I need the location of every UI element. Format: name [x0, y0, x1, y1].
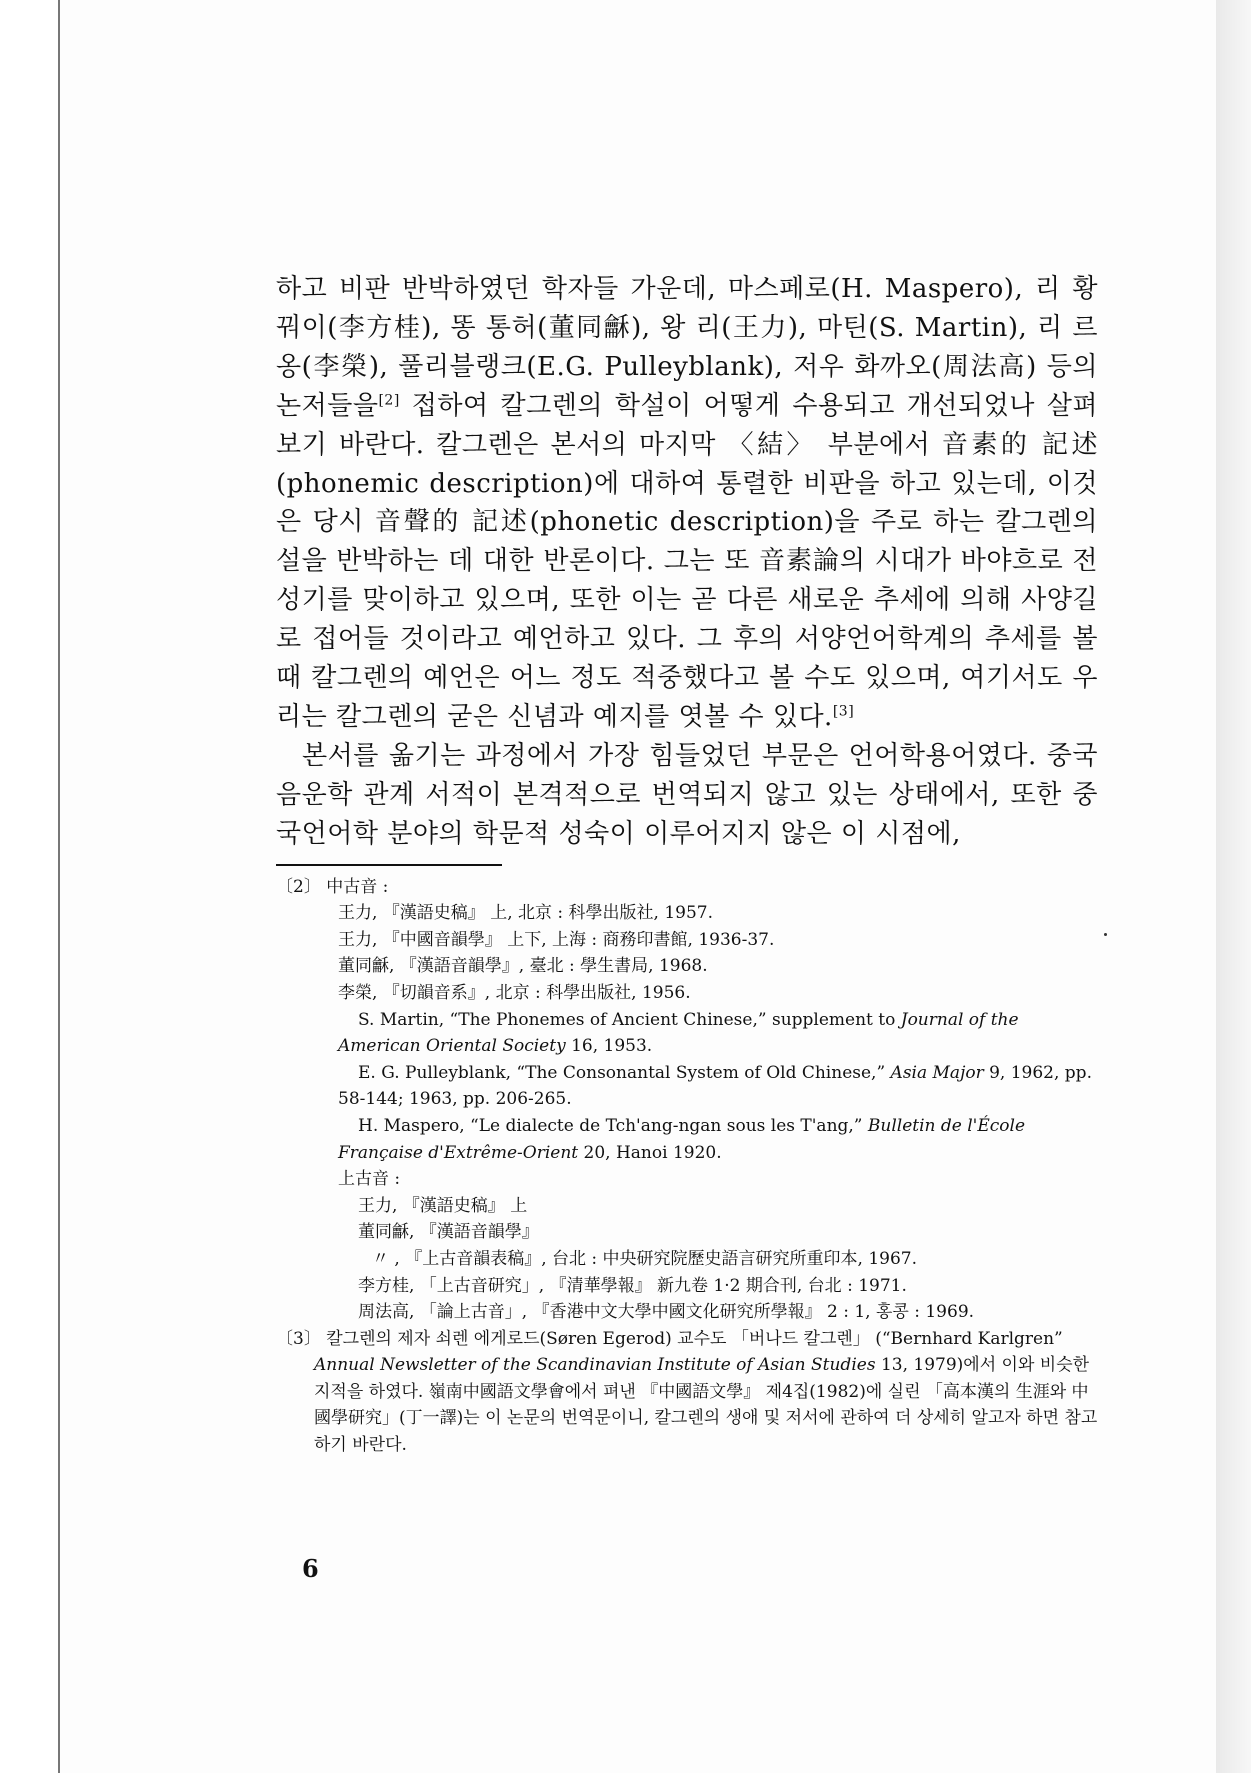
- footnote-ref-line: 董同龢, 『漢語音韻學』: [358, 1222, 539, 1243]
- citation-text: H. Maspero, “Le dialecte de Tch'ang-ngan sous les T'ang,”: [358, 1115, 868, 1136]
- citation-text: S. Martin, “The Phonemes of Ancient Chinese,” supplement to: [358, 1009, 901, 1030]
- body-paragraph-2: 본서를 옮기는 과정에서 가장 힘들었던 부문은 언어학용어였다. 중국음운학 관계 서적이 본격적으로 번역되지 않고 있는 상태에서, 또한 중국언어학 분야의 학문적 성숙이 이루어지지 않은 이 시점에,: [276, 740, 1098, 849]
- footnote-maspero: [338, 1113, 1098, 1166]
- citation-end: 16, 1953.: [565, 1036, 653, 1057]
- paragraph-text-cont: 접하여 칼그렌의 학설이 어떻게 수용되고 개선되었나 살펴보기 바란다. 칼그렌은 본서의 마지막 〈結〉 부분에서 音素的 記述(phonemic description)에 대하여 통렬한 비판을 하고 있는데, 이것은 당시 音聲的 記述(phonetic description)을 주로 하는 칼그렌의 설을 반박하는 데 대한 반론이다. 그는 또 音素論의 시대가 바야흐로 전성기를 맞이하고 있으며, 또한 이는 곧 다른 새로운 추세에 의해 사양길로 접어들 것이라고 예언하고 있다. 그 후의 서양언어학계의 추세를 볼 때 칼그렌의 예언은 어느 정도 적중했다고 볼 수도 있으며, 여기서도 우리는 칼그렌의 굳은 신념과 예지를 엿볼 수 있다.: [276, 390, 1098, 732]
- body-text: [276, 270, 1098, 854]
- page-content: [276, 270, 1098, 1459]
- citation-end: 9, 1962, pp. 58-144; 1963, pp. 206-265.: [338, 1062, 1092, 1110]
- footnote-ref-line: 周法高, 「論上古音」, 『香港中文大學中國文化研究所學報』 2 : 1, 홍콩 : 1969.: [358, 1302, 975, 1323]
- page-edge: [1216, 0, 1251, 1773]
- footnote-ref-line: 李方桂, 「上古音研究」, 『清華學報』 新九卷 1·2 期合刊, 台北 : 1971.: [358, 1275, 907, 1296]
- footnote-ref-line: 董同龢, 『漢語音韻學』, 臺北 : 學生書局, 1968.: [338, 956, 708, 977]
- footnote-ref-line: 王力, 『漢語史稿』 上, 北京 : 科學出版社, 1957.: [338, 903, 714, 924]
- footnote-ref-3: [3]: [832, 703, 855, 720]
- speck: [1104, 933, 1107, 936]
- footnote-ref-line: 王力, 『漢語史稿』 上: [358, 1195, 528, 1216]
- footnote-2-label: 〔2〕 中古音 :: [276, 876, 389, 897]
- footnote-ref-line: 李榮, 『切韻音系』, 北京 : 科學出版社, 1956.: [338, 982, 691, 1003]
- footnote-ref-2: [2]: [378, 392, 400, 409]
- citation-text: E. G. Pulleyblank, “The Consonantal System of Old Chinese,”: [358, 1062, 891, 1083]
- footnote-archaic-label: 上古音 :: [338, 1169, 401, 1190]
- footnote-martin: [338, 1007, 1098, 1060]
- footnote-pulleyblank: [338, 1060, 1098, 1113]
- citation-end: 20, Hanoi 1920.: [578, 1142, 722, 1163]
- footnote-ref-line: 〃 , 『上古音韻表稿』, 台北 : 中央研究院歷史語言研究所重印本, 1967.: [372, 1248, 918, 1269]
- footnote-3-text: 〔3〕 칼그렌의 제자 쇠렌 에게로드(Søren Egerod) 교수도 「버나드 칼그렌」 (“Bernhard Karlgren”: [276, 1328, 1063, 1349]
- journal-title: Journal of the American Oriental Society: [338, 1009, 1019, 1057]
- body-paragraph-1: [276, 270, 1098, 737]
- footnote-ref-line: 王力, 『中國音韻學』 上下, 上海 : 商務印書館, 1936-37.: [338, 929, 775, 950]
- footnote-rule: [276, 864, 502, 866]
- paragraph-text: 하고 비판 반박하였던 학자들 가운데, 마스페로(H. Maspero), 리 황꿔이(李方桂), 똥 통허(董同龢), 왕 리(王力), 마틴(S. Martin), 리 르옹(李榮), 풀리블랭크(E.G. Pulleyblank), 저우 화까오(周法高) 등의 논저들을: [276, 274, 1098, 421]
- footnote-3-text-cont: 13, 1979)에서 이와 비슷한 지적을 하였다. 嶺南中國語文學會에서 펴낸 『中國語文學』 제4집(1982)에 실린 「高本漢의 生涯와 中國學研究」(丁一譯)는 이 논문의 번역문이니, 칼그렌의 생애 및 저서에 관하여 더 상세히 알고자 하면 참고하기 바란다.: [314, 1355, 1098, 1456]
- footnote-3: [276, 1326, 1098, 1459]
- journal-title: Bulletin de l'École Française d'Extrême-Orient: [338, 1115, 1026, 1163]
- journal-title: Annual Newsletter of the Scandinavian Institute of Asian Studies: [314, 1355, 876, 1376]
- footnotes: [276, 874, 1098, 1459]
- page-number: 6: [302, 1554, 319, 1583]
- journal-title: Asia Major: [890, 1062, 984, 1083]
